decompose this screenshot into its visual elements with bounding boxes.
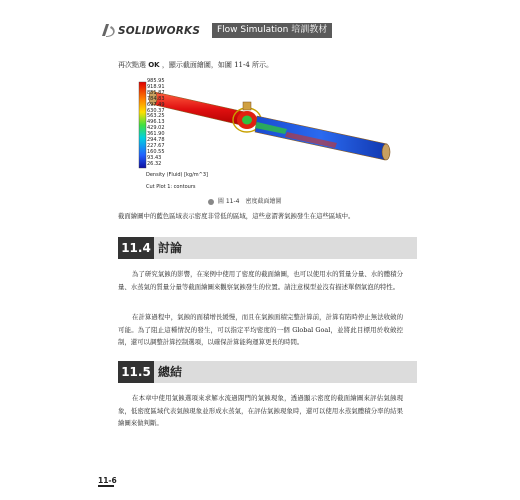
figure-caption-icon — [208, 199, 214, 205]
legend-value: 429.02 — [147, 125, 165, 132]
legend-value: 918.91 — [147, 83, 165, 90]
legend-value: 294.78 — [147, 137, 165, 144]
figure-explanation: 截面繪圖中的藍色區域表示密度非常低的區域，這些意謂著氣蝕發生在這些區域中。 — [118, 212, 355, 220]
density-cut-plot-figure — [137, 74, 397, 194]
legend-value: 227.67 — [147, 142, 165, 149]
page-number: 11-6 — [98, 476, 117, 485]
discussion-paragraph-2: 在計算過程中，氣蝕的面積增長緩慢，而且在氣蝕面積完整計算前，計算有陷時停止無法收斂的可能。為了阻止這種情況的發生，可以指定平均密度的一個 Global Goal，並將此目標用於收斂控制，還可以調整計算控制選項，以確保計算能夠運算更長的時間。 — [118, 313, 403, 346]
page-number-rule — [98, 485, 114, 487]
pipe-model — [149, 91, 390, 160]
dassault-systemes-logo — [100, 22, 116, 38]
section-number: 11.4 — [118, 237, 154, 259]
discussion-paragraph-1: 為了研究氣蝕的影響，在案例中使用了密度的截面繪圖，也可以使用水的質量分量、水的體積分量、水蒸氣的質量分量等截面繪圖來觀察氣蝕發生的位置。請注意模型並沒有描述單個氣泡的特性。 — [118, 270, 403, 291]
legend-title: Density (Fluid) [kg/m^3] — [146, 172, 208, 178]
legend-values — [147, 79, 165, 168]
legend-color-bar — [139, 82, 146, 168]
legend-value: 630.37 — [147, 107, 165, 114]
section-title: 討論 — [154, 237, 417, 259]
section-heading-11-5 — [118, 361, 417, 383]
figure-caption-text: 圖 11-4 密度截面繪圖 — [217, 198, 282, 205]
section-heading-11-4 — [118, 237, 417, 259]
book-subtitle: Flow Simulation 培訓教材 — [212, 23, 332, 38]
figure-caption — [208, 196, 281, 205]
legend-value: 26.32 — [147, 160, 162, 167]
legend-value: 496.13 — [147, 119, 165, 126]
plot-label: Cut Plot 1: contours — [146, 184, 196, 190]
legend-value: 784.83 — [147, 95, 165, 102]
intro-suffix: ，顯示截面繪圖，如圖 11-4 所示。 — [161, 61, 274, 69]
page-header — [100, 20, 430, 42]
legend-value: 697.49 — [147, 101, 165, 108]
legend-value: 985.95 — [147, 78, 165, 84]
section-title: 總結 — [154, 361, 417, 383]
brand-name: SOLIDWORKS — [118, 25, 201, 37]
legend-value: 93.43 — [147, 154, 162, 161]
intro-paragraph — [118, 58, 273, 73]
legend-value: 361.90 — [147, 131, 165, 138]
ok-button-label: OK — [148, 61, 160, 69]
summary-paragraph: 在本章中使用氣蝕選項來求解水流過閥門的氣蝕現象，透過顯示密度的截面繪圖來評估氣蝕現象，低密度區域代表氣蝕現象並形成水蒸氣，在評估氣蝕現象時，還可以使用水蒸氣體積分率的結果繪圖來做判斷。 — [118, 394, 403, 427]
intro-prefix: 再次點選 — [118, 61, 146, 69]
legend-value: 160.55 — [147, 148, 165, 155]
legend-value: 563.25 — [147, 113, 165, 120]
section-number: 11.5 — [118, 361, 154, 383]
legend-value: 851.87 — [147, 89, 165, 96]
